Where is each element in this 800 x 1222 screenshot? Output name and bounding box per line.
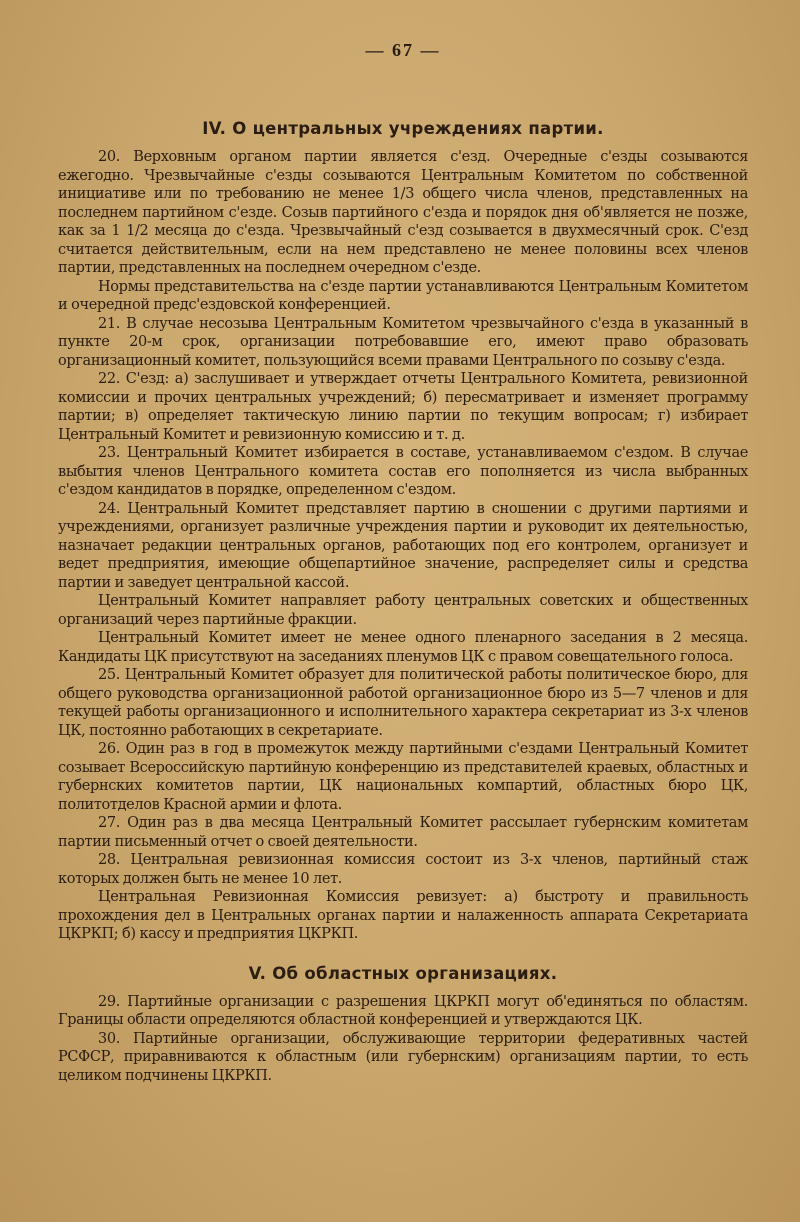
paragraph-24: 24. Центральный Комитет представляет партию в сношении с другими партиями и учреждениями, организует различные учреждения партии и руководит их деятельностью, назначает редакции центральных органов, работающих под его контролем, организует и ведет предприятия, имеющие общепартийное значение, распределяет силы и средства партии и заведует центральной кассой.: [58, 500, 748, 591]
paragraph-24-plenum: Центральный Комитет имеет не менее одного пленарного заседания в 2 месяца. Кандидаты ЦК присутствуют на заседаниях пленумов ЦК с правом совещательного голоса.: [58, 630, 748, 665]
paragraph-30: 30. Партийные организации, обслуживающие территории федеративных частей РСФСР, приравниваются к областным (или губернским) организациям партии, то есть целиком подчинены ЦКРКП.: [58, 1030, 748, 1084]
paragraph-representation-norms: Нормы представительства на с'езде партии устанавливаются Центральным Комитетом и очередной предс'ездовской конференцией.: [58, 278, 748, 313]
paragraph-29: 29. Партийные организации с разрешения ЦКРКП могут об'единяться по областям. Границы области определяются областной конференцией и утверждаются ЦК.: [58, 993, 748, 1028]
document-page: [58, 40, 748, 1085]
paragraph-28-audit: Центральная Ревизионная Комиссия ревизует: а) быстроту и правильность прохождения дел в Центральных органах партии и налаженность аппарата Секретариата ЦКРКП; б) кассу и предприятия ЦКРКП.: [58, 889, 748, 942]
paragraph-21: 21. В случае несозыва Центральным Комитетом чрезвычайного с'езда в указанный в пункте 20-м срок, организации потребовавшие его, имеют право образовать организационный комитет, пользующийся всеми правами Центрального по созыву с'езда.: [58, 315, 748, 369]
paragraph-24-fractions: Центральный Комитет направляет работу центральных советских и общественных организаций через партийные фракции.: [58, 593, 748, 628]
paragraph-27: 27. Один раз в два месяца Центральный Комитет рассылает губернским комитетам партии письменный отчет о своей деятельности.: [58, 815, 748, 850]
section-heading: IV. О центральных учреждениях партии.: [202, 119, 604, 138]
paragraph-23: 23. Центральный Комитет избирается в составе, устанавливаемом с'ездом. В случае выбытия членов Центрального комитета состав его пополняется из числа выбранных с'ездом кандидатов в порядке, определенном с'ездом.: [58, 445, 748, 498]
paragraph-26: 26. Один раз в год в промежуток между партийными с'ездами Центральный Комитет созывает Всероссийскую партийную конференцию из представителей краевых, областных и губернских комитетов партии, ЦК национальных компартий, областных бюро ЦК, политотделов Красной армии и флота.: [58, 741, 748, 813]
section-regional-organizations: [58, 964, 748, 1086]
paragraph-22: 22. С'езд: а) заслушивает и утверждает отчеты Центрального Комитета, ревизионной комиссии и прочих центральных учреждений; б) пересматривает и изменяет программу партии; в) определяет тактическую линию партии по текущим вопросам; г) избирает Центральный Комитет и ревизионную комиссию и т. д.: [58, 371, 748, 443]
paragraph-20: 20. Верховным органом партии является с'езд. Очередные с'езды созываются ежегодно. Чрезвычайные с'езды созываются Центральным Комитетом по собственной инициативе или по требованию не менее 1/3 общего числа членов, представленных на последнем партийном с'езде. Созыв партийного с'езда и порядок дня об'является не позже, как за 1 1/2 месяца до с'езда. Чрезвычайный с'езд созывается в двухмесячный срок. С'езд считается действительным, если на нем представлено не менее половины всех членов партии, представленных на последнем очередном с'езде.: [58, 149, 748, 276]
section-central-institutions: [58, 119, 748, 944]
paragraph-25: 25. Центральный Комитет образует для политической работы политическое бюро, для общего руководства организационной работой организационное бюро из 5—7 членов и для текущей работы организационного и исполнительного характера секретариат из 3-х членов ЦК, постоянно работающих в секретариате.: [58, 667, 748, 739]
section-heading: V. Об областных организациях.: [248, 963, 558, 983]
paragraph-28: 28. Центральная ревизионная комиссия состоит из 3-х членов, партийный стаж которых должен быть не менее 10 лет.: [58, 852, 748, 887]
page-number: — 67 —: [365, 40, 441, 60]
